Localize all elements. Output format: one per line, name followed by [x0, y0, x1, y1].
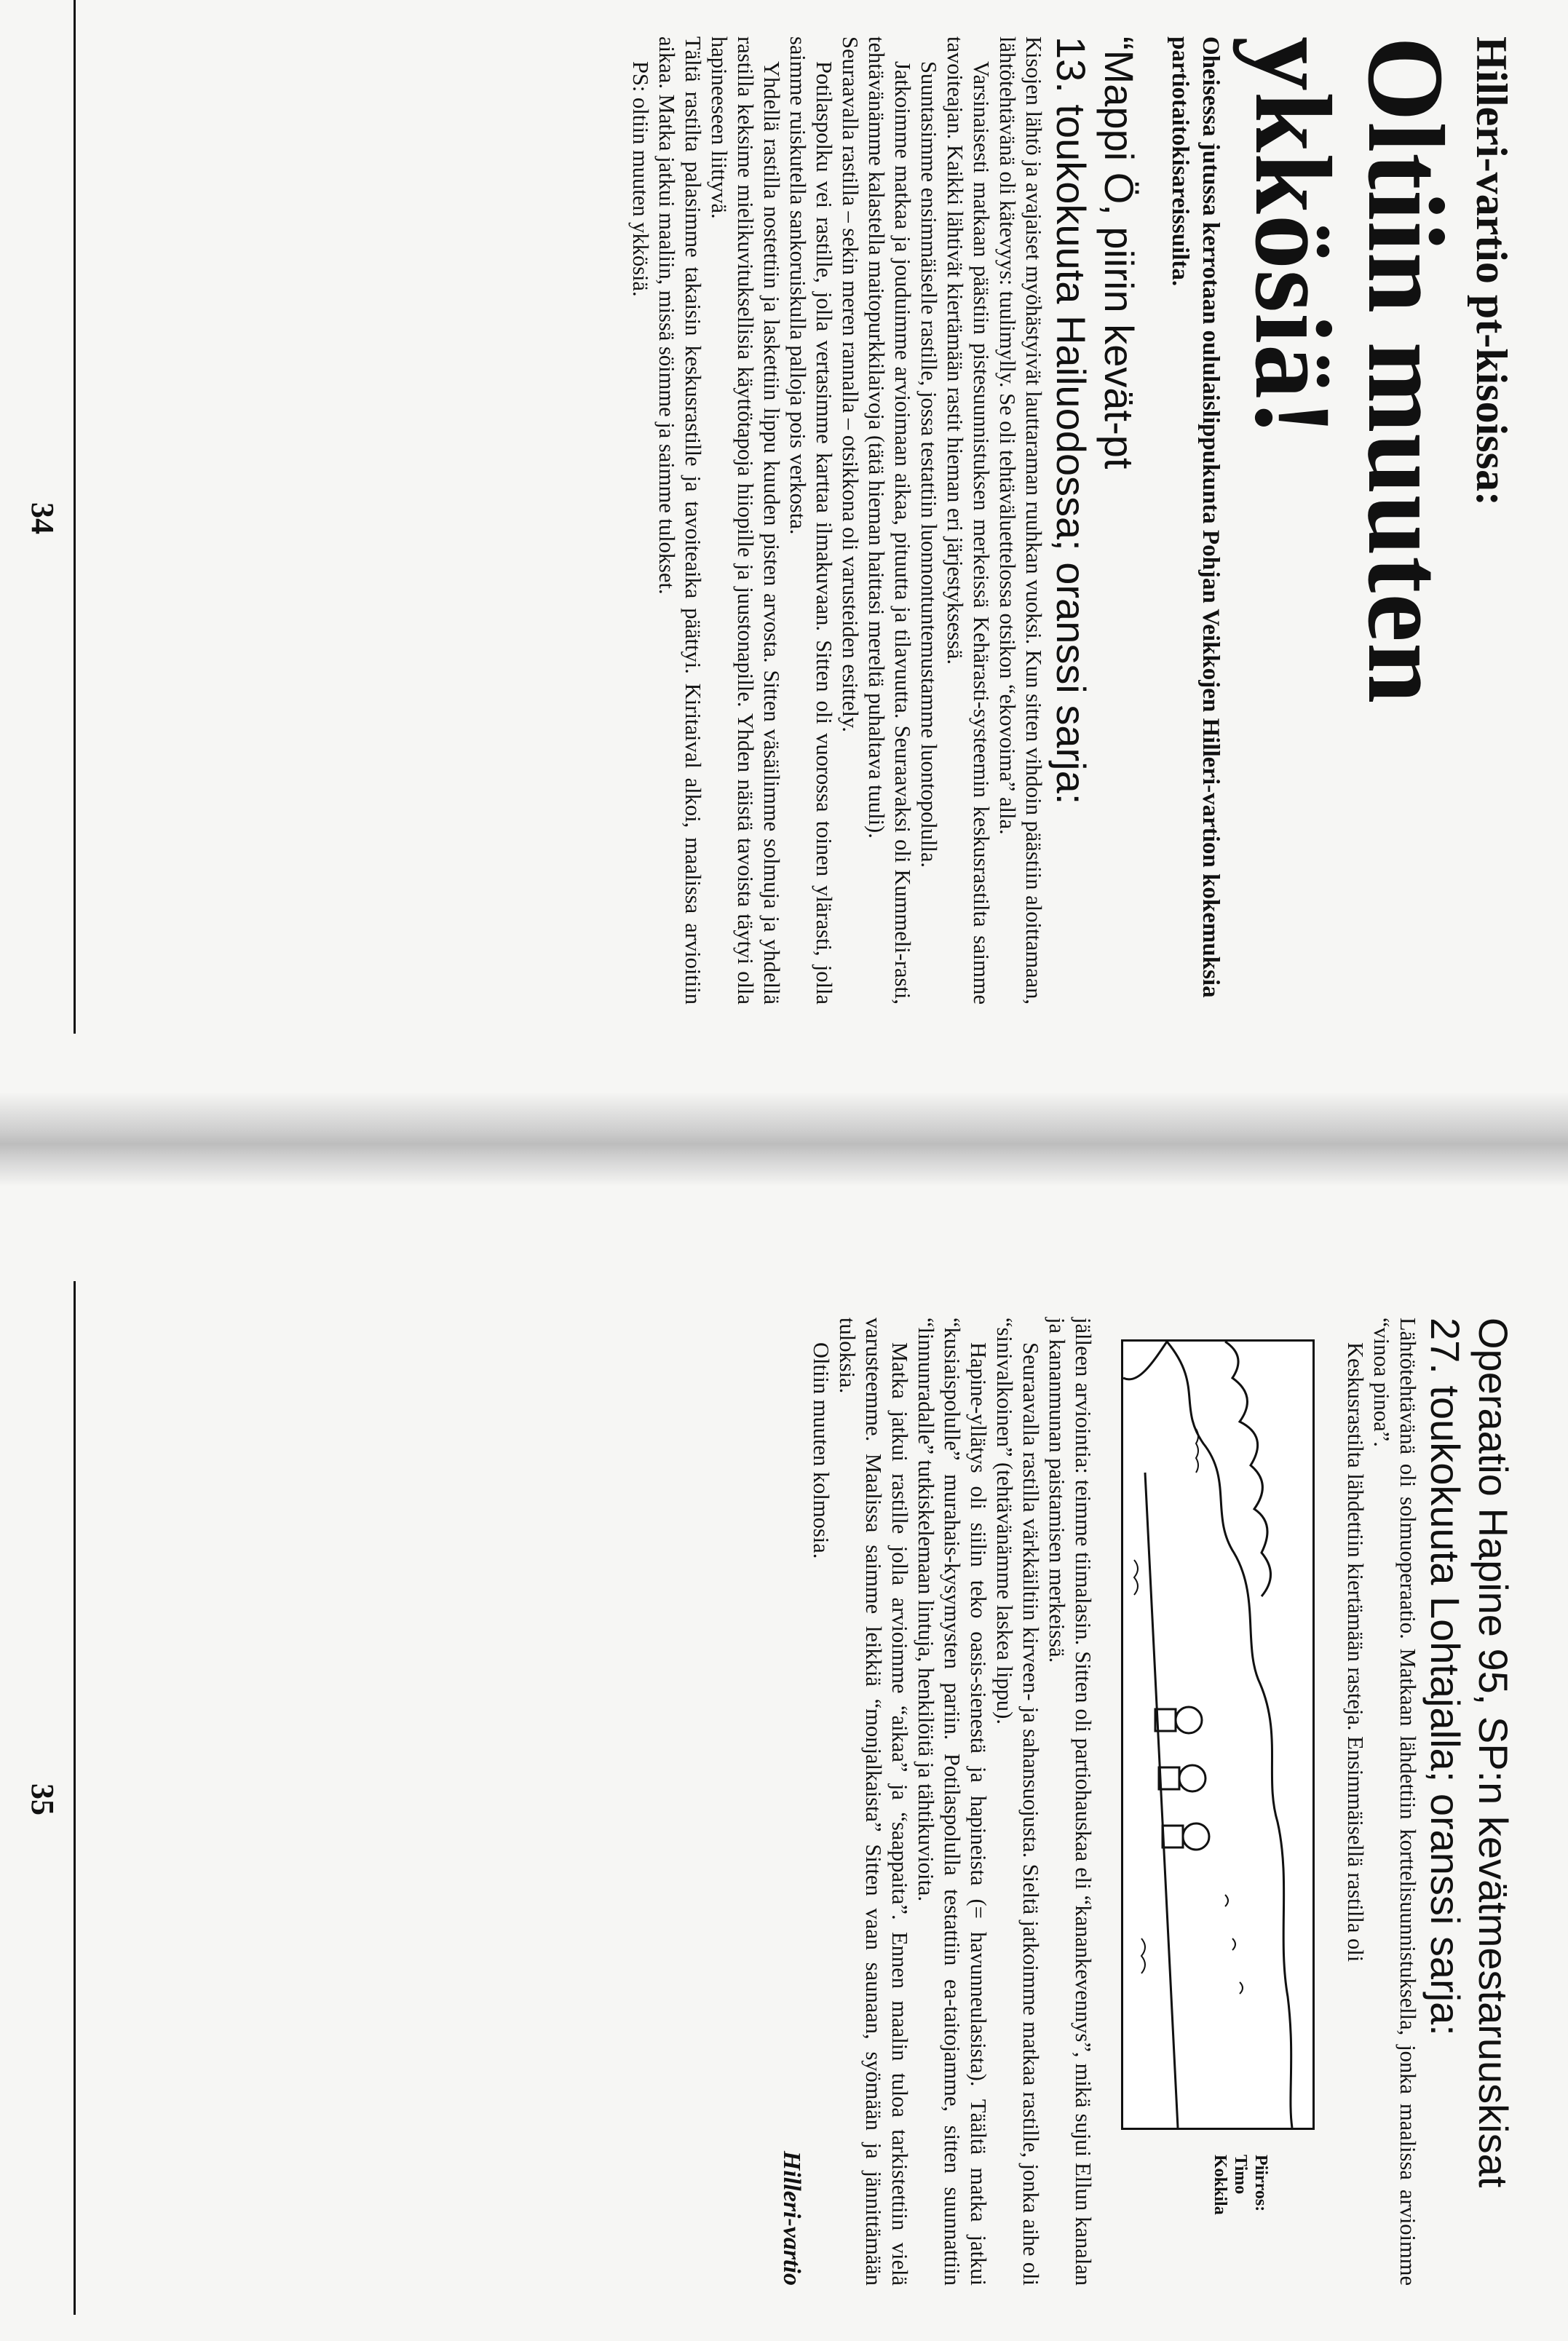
- body-paragraph: Varsinaisesti matkaan päästiin pistesuunnistuksen merkeissä Kehärasti-systeemin keskusrastilta saimme tavoiteajan. Kaikki lähtivät kiertämään rastit hieman eri järjestyksessä.: [943, 36, 994, 1005]
- article-headline: Oltiin muuten ykkösiä!: [1232, 36, 1466, 705]
- page-number-34: 34: [25, 502, 60, 534]
- footer-rule: [74, 0, 76, 1034]
- body-paragraph: Seuraavalla rastilla – sekin meren rannalla – otsikkona oli varusteiden esittely.: [838, 36, 863, 732]
- section-title-operaatio: Operaatio Hapine 95, SP:n kevätmestaruuskisat: [1470, 1318, 1516, 2188]
- body-paragraph: Keskusrastilta lähdettiin kiertämään rasteja. Ensimmäisellä rastilla oli: [1343, 1342, 1368, 1962]
- cartoon-credit: Piirros: Timo Kokkila: [1211, 2155, 1270, 2215]
- section-subtitle-lohtaja: 27. toukokuuta Lohtajalla; oranssi sarja:: [1422, 1318, 1468, 2036]
- body-paragraph: Tältä rastilta palasimme takaisin keskusrastille ja tavoiteaika päättyi. Kiritaival alkoi, maalissa arvioitiin aikaa. Matka jatkui maaliin, missä söimme ja saimme tulokset.: [654, 36, 705, 1005]
- article-lead: Oheisessa jutussa kerrotaan oululaislippukunta Pohjan Veikkojen Hilleri-vartion kokemuksia partiotaitokisareissuilta.: [1167, 36, 1224, 998]
- body-paragraph: Oltiin muuten kolmosia.: [809, 1342, 834, 1559]
- cartoon-area: [1096, 1318, 1315, 2286]
- body-paragraph: Yhdellä rastilla nostettiin ja laskettiin lippu kuuden pisten arvosta. Sitten väsäilimme solmuja ja yhdellä rastilla keksime mielikuvituksellisia käyttötapoja hiiopille ja juustonapille. Yhden näistä tavoista täytyi olla hapineeseen liittyvä.: [707, 36, 784, 1005]
- page-34-content: [627, 36, 1517, 1005]
- body-paragraph: PS: oltiin muuten ykkösiä.: [628, 61, 653, 297]
- page-number-35: 35: [25, 1783, 60, 1815]
- body-paragraph: Jatkoimme matkaa ja jouduimme arvioimaan aikaa, pituutta ja tilavuutta. Seuraavaksi oli Kummeli-rasti, tehtävänämme kalastella maitopurkkilaivoja (tätä hieman haittasi mereltä puhaltava tuuli).: [864, 36, 915, 1005]
- article-body-35: [808, 1318, 1096, 2286]
- intro-body-35: [1342, 1318, 1421, 2286]
- body-paragraph: Matka jatkui rastille jolla arvioimme “aikaa” ja “saappaita”. Ennen maalin tuloa tarkistettiin vielä varusteemme. Maalissa saimme leikkiä “monjalkaista” Sitten vaan saunaan, syömään ja jännittämään tuloksia.: [835, 1318, 912, 2286]
- footer-rule: [74, 1281, 76, 2315]
- article-signature: Hilleri-vartio: [778, 2150, 805, 2286]
- cartoon-illustration: [1121, 1339, 1315, 2130]
- page-35: [0, 1281, 1568, 2315]
- body-paragraph: Kisojen lähtö ja avajaiset myöhästyivät lauttaraman ruuhkan vuoksi. Kun sitten vihdoin päästiin aloittamaan, lähtötehtävänä oli kätevyys: tuulimylly. Se oli tehtäväluettelossa otsikon “ekovoima” alla.: [995, 36, 1046, 1005]
- section-title-mappi: “Mappi Ö, piirin kevät-pt: [1096, 36, 1142, 470]
- article-body-34: [627, 36, 1047, 1005]
- article-kicker: Hilleri-vartio pt-kisoissa:: [1468, 36, 1516, 506]
- body-paragraph: jälleen arviointia: teimme tiimalasin. Sitten oli partiohauskaa eli “kanankevennys”, mikä sujui Ellun kanalan ja kananmunan paistamisen merkeissä.: [1045, 1318, 1096, 2286]
- body-paragraph: Seuraavalla rastilla värkkäiltiin kirveen- ja sahansuojusta. Sieltä jatkoimme matkaa rastille, jonka aihe oli “sinivalkoinen” (tehtävänämme laskea lippu).: [992, 1318, 1043, 2286]
- page-34: [0, 0, 1568, 1034]
- page-35-content: [777, 1318, 1517, 2286]
- body-paragraph: Potilaspolku vei rastille, jolla vertasimme karttaa ilmakuvaan. Sitten oli vuorossa toinen ylärasti, jolla saimme ruiskutella sankoruiskulla palloja pois verkosta.: [785, 36, 836, 1005]
- book-gutter: [0, 1092, 1568, 1187]
- body-paragraph: Lähtötehtävänä oli solmuoperaatio. Matkaan lähdettiin korttelisuunnistuksella, jonka maalissa arvioimme “vinoa pinoa”.: [1369, 1318, 1420, 2286]
- body-paragraph: Hapine-yllätys oli siilin teko oasis-sienestä ja hapineista (= havunneulasista). Täältä matka jatkui “kusiaispolulle” murahais-kysymysten pariin. Potilaspolulla testattiin ea-taitojamme, sitten suunnattiin “linnunradalle” tutkiskelemaan lintuja, henkilöitä ja tähtikuvioita.: [914, 1318, 991, 2286]
- section-subtitle-hailuoto: 13. toukokuuta Hailuodossa; oranssi sarja:: [1048, 36, 1094, 805]
- body-paragraph: Suuntasimme ensimmäiselle rastille, jossa testattiin luonnontuntemustamme luontopolulla.: [916, 61, 941, 868]
